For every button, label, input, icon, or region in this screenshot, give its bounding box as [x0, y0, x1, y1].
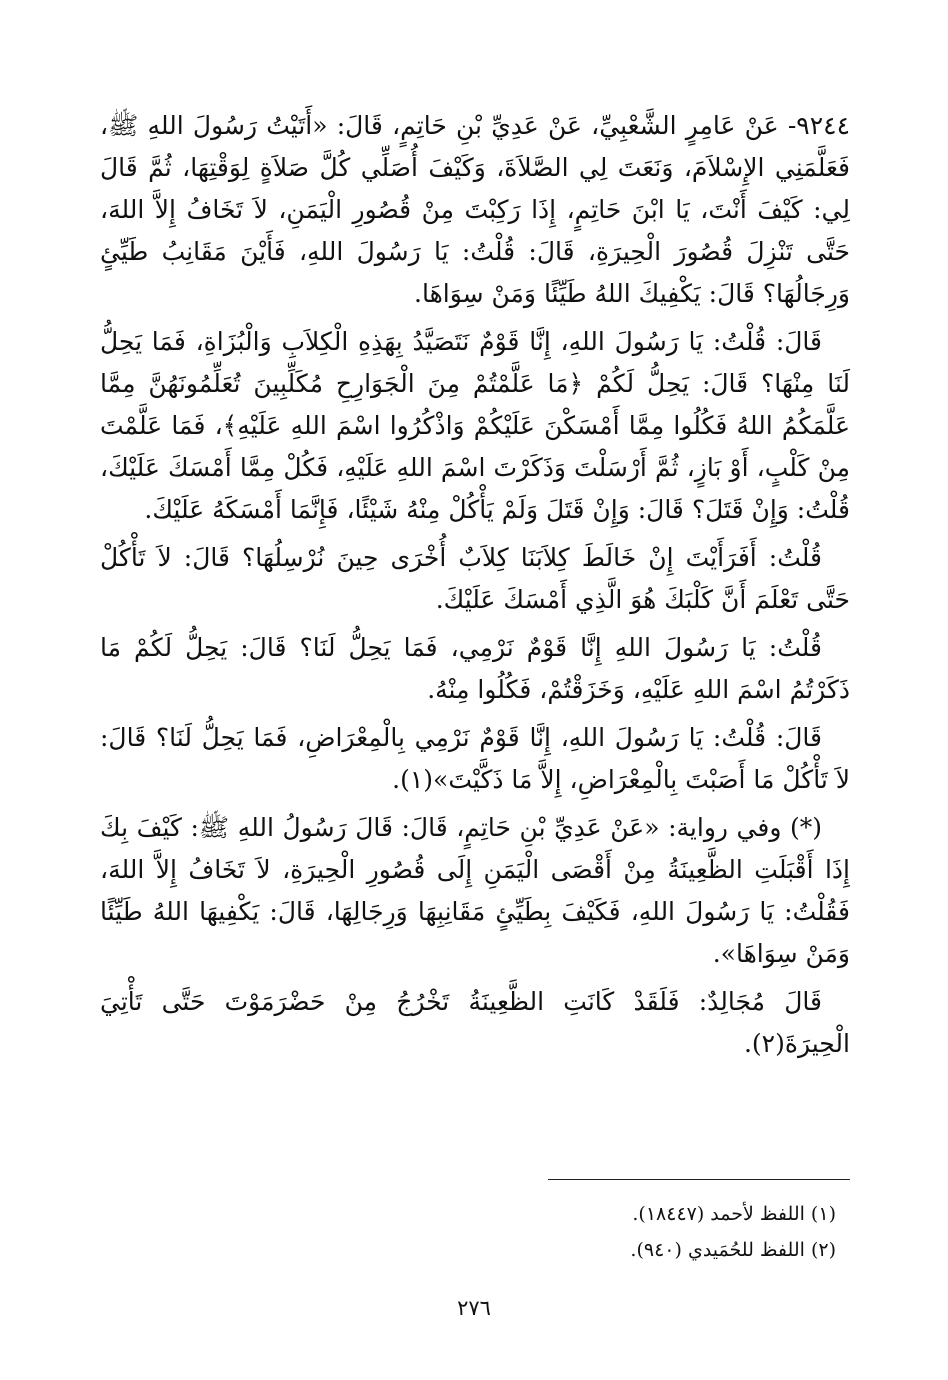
riwaya-paragraph: (*) وفي رواية: «عَنْ عَدِيِّ بْنِ حَاتِمٍ، قَالَ: قَالَ رَسُولُ اللهِ ﷺ: كَيْفَ بِكَ إِذَا أَقْبَلَتِ الظَّعِينَةُ مِنْ أَقْصَى الْيَمَنِ إِلَى قُصُورِ الْحِيرَةِ، لاَ تَخَافُ إِلاَّ اللهَ، فَقُلْتُ: يَا رَسُولَ اللهِ، فَكَيْفَ بِطَيِّئٍ مَقَانِبِهَا وَرِجَالِهَا، قَالَ: يَكْفِيهَا اللهُ طَيِّئًا وَمَنْ سِوَاهَا».: [100, 813, 850, 968]
footnote-2: (٢) اللفظ للحُمَيدي (٩٤٠).: [630, 1239, 836, 1261]
hadith-paragraph-3: قُلْتُ: أَفَرَأَيْتَ إِنْ خَالَطَ كِلاَبَنَا كِلاَبٌ أُخْرَى حِينَ نُرْسِلُهَا؟ قَالَ: لاَ تَأْكُلْ حَتَّى تَعْلَمَ أَنَّ كَلْبَكَ هُوَ الَّذِي أَمْسَكَ عَلَيْكَ.: [100, 543, 850, 614]
mujalid-paragraph: قَالَ مُجَالِدٌ: فَلَقَدْ كَانَتِ الظَّعِينَةُ تَخْرُجُ مِنْ حَضْرَمَوْتَ حَتَّى تَأْتِيَ الْحِيرَةَ(٢).: [100, 987, 850, 1058]
hadith-paragraph-4: قُلْتُ: يَا رَسُولَ اللهِ إِنَّا قَوْمٌ نَرْمِي، فَمَا يَحِلُّ لَنَا؟ قَالَ: يَحِلُّ لَكُمْ مَا ذَكَرْتُمُ اسْمَ اللهِ عَلَيْهِ، وَخَزَقْتُمْ، فَكُلُوا مِنْهُ.: [100, 633, 850, 704]
footnote-separator: [548, 1179, 850, 1180]
page-number: ٢٧٦: [457, 1296, 491, 1320]
hadith-paragraph-2: قَالَ: قُلْتُ: يَا رَسُولَ اللهِ، إِنَّا قَوْمٌ نَتَصَيَّدُ بِهَذِهِ الْكِلاَبِ وَالْبُزَاةِ، فَمَا يَحِلُّ لَنَا مِنْهَا؟ قَالَ: يَحِلُّ لَكُمْ ﴿مَا عَلَّمْتُمْ مِنَ الْجَوَارِحِ مُكَلِّبِينَ تُعَلِّمُونَهُنَّ مِمَّا عَلَّمَكُمُ اللهُ فَكُلُوا مِمَّا أَمْسَكْنَ عَلَيْكُمْ وَاذْكُرُوا اسْمَ اللهِ عَلَيْهِ﴾، فَمَا عَلَّمْتَ مِنْ كَلْبٍ، أَوْ بَازٍ، ثُمَّ أَرْسَلْتَ وَذَكَرْتَ اسْمَ اللهِ عَلَيْهِ، فَكُلْ مِمَّا أَمْسَكَ عَلَيْكَ، قُلْتُ: وَإِنْ قَتَلَ؟ قَالَ: وَإِنْ قَتَلَ وَلَمْ يَأْكُلْ مِنْهُ شَيْئًا، فَإِنَّمَا أَمْسَكَهُ عَلَيْكَ.: [100, 327, 850, 524]
hadith-paragraph-1: ٩٢٤٤- عَنْ عَامِرٍ الشَّعْبِيِّ، عَنْ عَدِيِّ بْنِ حَاتِمٍ، قَالَ: «أَتَيْتُ رَسُولَ اللهِ ﷺ، فَعَلَّمَنِي الإِسْلاَمَ، وَنَعَتَ لِي الصَّلاَةَ، وَكَيْفَ أُصَلِّي كُلَّ صَلاَةٍ لِوَقْتِهَا، ثُمَّ قَالَ لِي: كَيْفَ أَنْتَ، يَا ابْنَ حَاتِمٍ، إِذَا رَكِبْتَ مِنْ قُصُورِ الْيَمَنِ، لاَ تَخَافُ إِلاَّ اللهَ، حَتَّى تَنْزِلَ قُصُورَ الْحِيرَةِ، قَالَ: قُلْتُ: يَا رَسُولَ اللهِ، فَأَيْنَ مَقَانِبُ طَيِّئٍ وَرِجَالُهَا؟ قَالَ: يَكْفِيكَ اللهُ طَيِّئًا وَمَنْ سِوَاهَا.: [100, 111, 850, 308]
footnote-1: (١) اللفظ لأحمد (١٨٤٤٧).: [632, 1203, 836, 1225]
hadith-paragraph-5: قَالَ: قُلْتُ: يَا رَسُولَ اللهِ، إِنَّا قَوْمٌ نَرْمِي بِالْمِعْرَاضِ، فَمَا يَحِلُّ لَنَا؟ قَالَ: لاَ تَأْكُلْ مَا أَصَبْتَ بِالْمِعْرَاضِ، إِلاَّ مَا ذَكَّيْتَ»(١).: [100, 723, 850, 794]
footnotes: [100, 1196, 850, 1268]
main-text: [100, 105, 850, 1071]
